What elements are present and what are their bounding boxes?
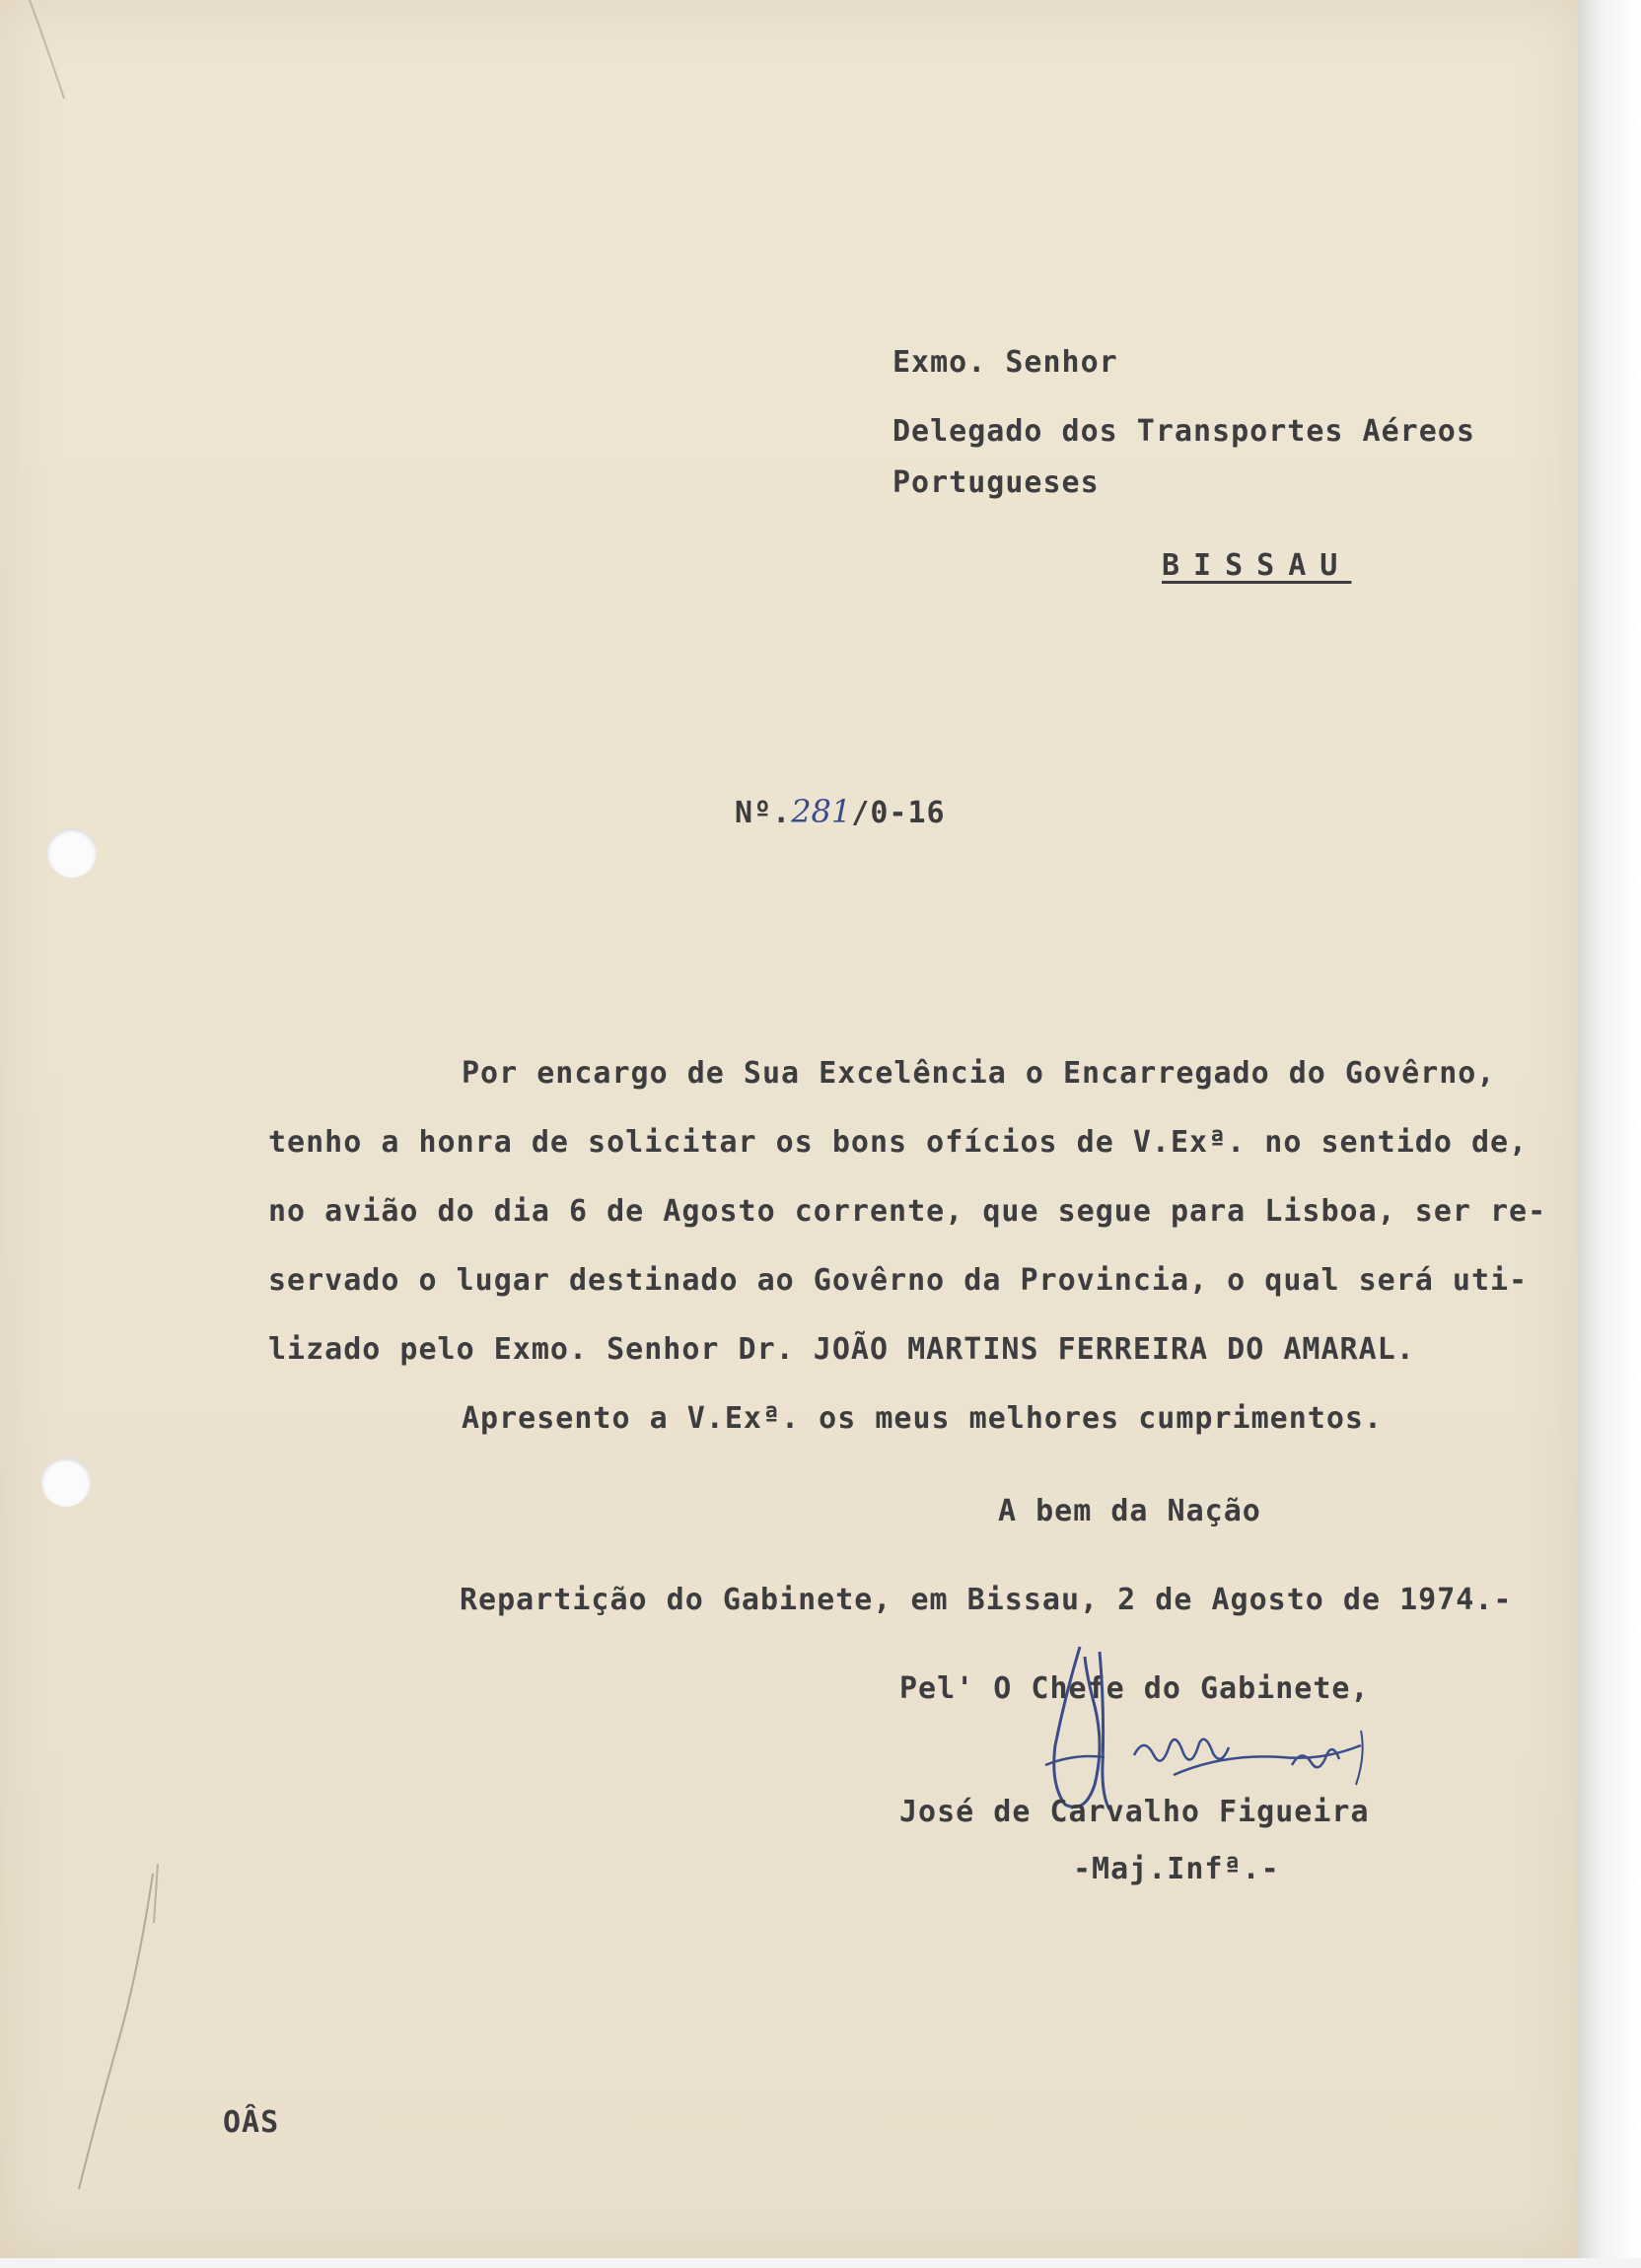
reference-suffix: /0-16 bbox=[851, 796, 946, 830]
body-regards: Apresento a V.Exª. os meus melhores cumprimentos. bbox=[462, 1401, 1384, 1436]
reference-number bbox=[735, 793, 946, 830]
recipient-title-line2: Portugueses bbox=[892, 465, 1100, 500]
letter-body bbox=[268, 1039, 1546, 1453]
reference-handwritten-number: 281 bbox=[791, 793, 852, 830]
punch-hole-top bbox=[47, 828, 97, 878]
recipient-block bbox=[892, 337, 1475, 509]
body-line-4: servado o lugar destinado ao Govêrno da Provincia, o qual será uti- bbox=[268, 1263, 1529, 1298]
pencil-stroke-mark bbox=[59, 1854, 168, 2209]
office-date-line: Repartição do Gabinete, em Bissau, 2 de Agosto de 1974.- bbox=[460, 1583, 1513, 1617]
body-line-2: tenho a honra de solicitar os bons ofícios de V.Exª. no sentido de, bbox=[268, 1125, 1529, 1160]
closing-formula: A bem da Nação bbox=[998, 1494, 1261, 1528]
recipient-city: BISSAU bbox=[1162, 548, 1352, 583]
recipient-title-line1: Delegado dos Transportes Aéreos bbox=[892, 414, 1475, 449]
typist-initials: OÂS bbox=[223, 2105, 280, 2140]
punch-hole-bottom bbox=[41, 1457, 91, 1507]
body-line-5: lizado pelo Exmo. Senhor Dr. JOÃO MARTINS FERREIRA DO AMARAL. bbox=[268, 1332, 1415, 1367]
corner-mark bbox=[10, 0, 89, 118]
reference-prefix: Nº. bbox=[735, 796, 792, 830]
scan-bottom-margin bbox=[0, 2258, 1641, 2268]
scan-margin bbox=[1578, 0, 1641, 2268]
recipient-salutation: Exmo. Senhor bbox=[892, 345, 1118, 380]
body-line-3: no avião do dia 6 de Agosto corrente, que segue para Lisboa, ser re- bbox=[268, 1194, 1547, 1229]
signatory-name: José de Carvalho Figueira bbox=[899, 1795, 1370, 1829]
signatory-rank: -Maj.Infª.- bbox=[1073, 1852, 1280, 1886]
signatory-role: Pel' O Chefe do Gabinete, bbox=[899, 1671, 1370, 1706]
body-line-1: Por encargo de Sua Excelência o Encarregado do Govêrno, bbox=[462, 1056, 1496, 1091]
